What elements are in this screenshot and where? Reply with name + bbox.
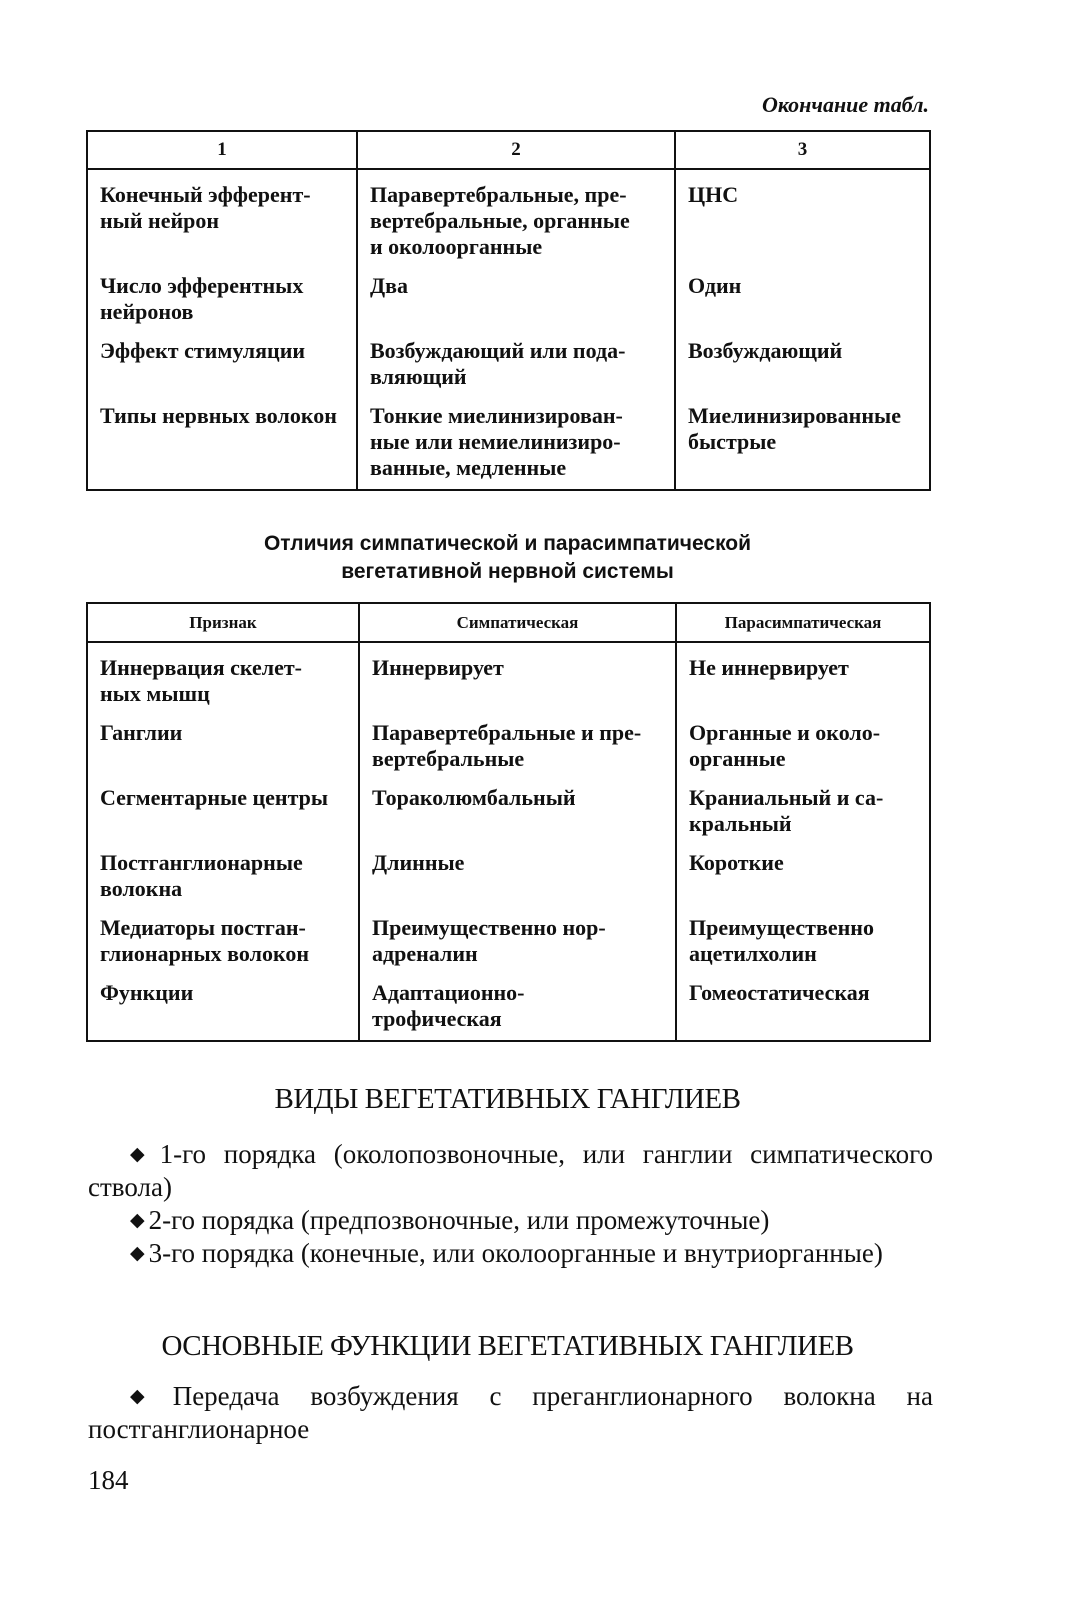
list-item bbox=[88, 1380, 933, 1446]
list-item-text: 3-го порядка (конечные, или околоорганные и внутриорганные) bbox=[148, 1238, 883, 1268]
list-item bbox=[88, 1237, 933, 1270]
list-item-text: 2-го порядка (предпозвоночные, или промежуточные) bbox=[148, 1205, 770, 1235]
table-cell: Органные и около- органные bbox=[676, 720, 930, 785]
table-row bbox=[87, 915, 930, 980]
table-cell: Адаптационно- трофическая bbox=[359, 980, 676, 1041]
table-cell: Постганглионарные волокна bbox=[87, 850, 359, 915]
column-header: Признак bbox=[87, 603, 359, 642]
table-row bbox=[87, 980, 930, 1041]
table-row bbox=[87, 720, 930, 785]
column-header: 3 bbox=[675, 131, 930, 169]
table-header-row bbox=[87, 603, 930, 642]
table-cell: Функции bbox=[87, 980, 359, 1041]
table-cell: Гомеостатическая bbox=[676, 980, 930, 1041]
table-sympathetic-parasympathetic bbox=[86, 602, 931, 1042]
table-cell: Конечный эфферент- ный нейрон bbox=[87, 169, 357, 273]
table-body bbox=[87, 642, 930, 1041]
list-item-text: 1-го порядка (околопозвоночные, или ганглии симпатического ствола) bbox=[88, 1139, 933, 1202]
column-header: Симпатическая bbox=[359, 603, 676, 642]
bullet-icon: ◆ bbox=[130, 1243, 145, 1264]
table-cell: Ганглии bbox=[87, 720, 359, 785]
list-item bbox=[88, 1204, 933, 1237]
table-row bbox=[87, 642, 930, 720]
table-cell: Один bbox=[675, 273, 930, 338]
table-title bbox=[0, 530, 1015, 586]
list-item bbox=[88, 1138, 933, 1204]
table-cell: Возбуждающий или пода- вляющий bbox=[357, 338, 675, 403]
column-header: 2 bbox=[357, 131, 675, 169]
table-cell: Паравертебральные, пре- вертебральные, органные и околоорганные bbox=[357, 169, 675, 273]
ganglia-functions-list bbox=[88, 1380, 933, 1446]
table-cell: Короткие bbox=[676, 850, 930, 915]
column-header: Парасимпатическая bbox=[676, 603, 930, 642]
section-heading-ganglia-functions: ОСНОВНЫЕ ФУНКЦИИ ВЕГЕТАТИВНЫХ ГАНГЛИЕВ bbox=[161, 1330, 854, 1362]
table-row bbox=[87, 338, 930, 403]
table-cell: ЦНС bbox=[675, 169, 930, 273]
column-header: 1 bbox=[87, 131, 357, 169]
table-cell: Сегментарные центры bbox=[87, 785, 359, 850]
table-cell: Возбуждающий bbox=[675, 338, 930, 403]
table-cell: Число эфферентных нейронов bbox=[87, 273, 357, 338]
list-item-text: Передача возбуждения с преганглионарного волокна на постганглионарное bbox=[88, 1381, 933, 1444]
table-cell: Тораколюмбальный bbox=[359, 785, 676, 850]
table-cell: Типы нервных волокон bbox=[87, 403, 357, 490]
continuation-label: Окончание табл. bbox=[761, 92, 929, 117]
table-cell: Два bbox=[357, 273, 675, 338]
table-cell: Преимущественно нор- адреналин bbox=[359, 915, 676, 980]
table-header-row bbox=[87, 131, 930, 169]
table-row bbox=[87, 785, 930, 850]
table-row bbox=[87, 273, 930, 338]
bullet-icon: ◆ bbox=[130, 1386, 169, 1407]
bullet-icon: ◆ bbox=[130, 1210, 145, 1231]
table-cell: Миелинизированные быстрые bbox=[675, 403, 930, 490]
table-cell: Тонкие миелинизирован- ные или немиелинизиро- ванные, медленные bbox=[357, 403, 675, 490]
section-heading-ganglia-types: ВИДЫ ВЕГЕТАТИВНЫХ ГАНГЛИЕВ bbox=[274, 1083, 741, 1115]
table-cell: Краниальный и са- кральный bbox=[676, 785, 930, 850]
table-cell: Эффект стимуляции bbox=[87, 338, 357, 403]
table-cell: Паравертебральные и пре- вертебральные bbox=[359, 720, 676, 785]
table-body bbox=[87, 169, 930, 490]
table-title-line: Отличия симпатической и парасимпатической bbox=[263, 532, 752, 555]
table-title-line: вегетативной нервной системы bbox=[341, 560, 674, 583]
table-row bbox=[87, 403, 930, 490]
table-cell: Медиаторы постган- глионарных волокон bbox=[87, 915, 359, 980]
page-number: 184 bbox=[88, 1465, 129, 1495]
table-row bbox=[87, 169, 930, 273]
table-cell: Не иннервирует bbox=[676, 642, 930, 720]
table-cell: Иннервирует bbox=[359, 642, 676, 720]
bullet-icon: ◆ bbox=[130, 1144, 156, 1165]
table-row bbox=[87, 850, 930, 915]
table-cell: Иннервация скелет- ных мышц bbox=[87, 642, 359, 720]
ganglia-types-list bbox=[88, 1138, 933, 1270]
table-cell: Преимущественно ацетилхолин bbox=[676, 915, 930, 980]
table-efferent-comparison bbox=[86, 130, 931, 491]
table-cell: Длинные bbox=[359, 850, 676, 915]
